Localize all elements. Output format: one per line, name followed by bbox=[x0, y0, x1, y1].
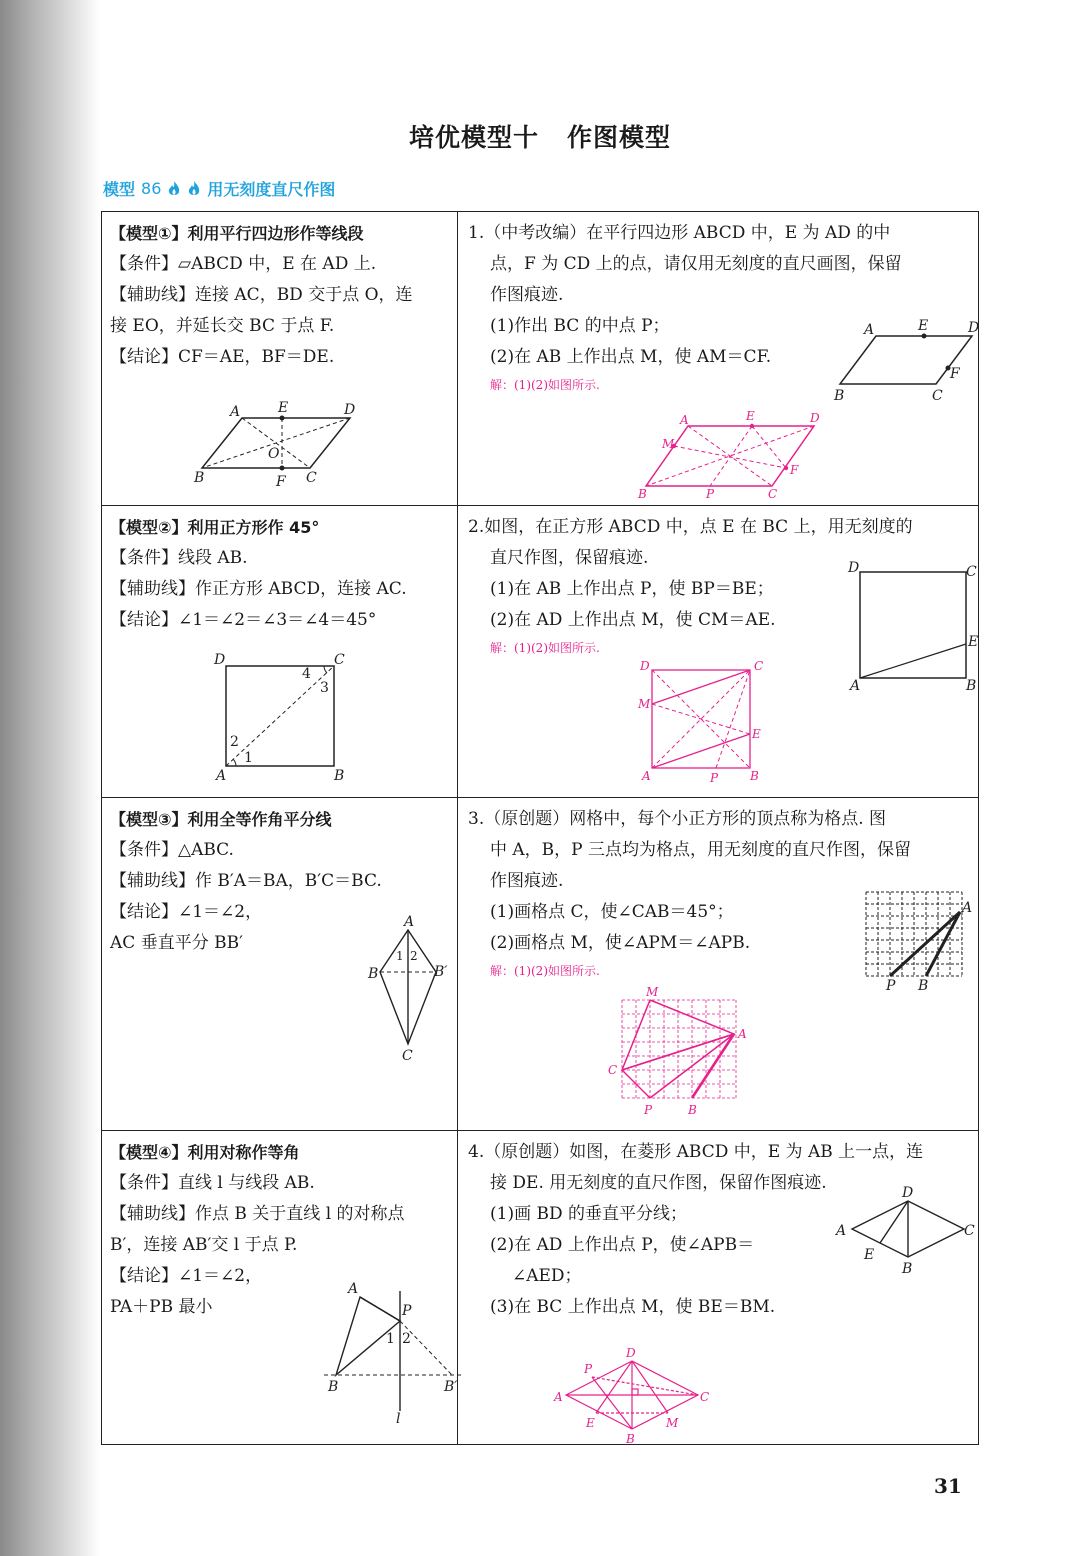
label: E bbox=[918, 318, 929, 334]
question-1-solution-figure bbox=[638, 409, 830, 501]
label: B bbox=[834, 388, 845, 404]
question-1-part-1: (1)作出 BC 的中点 P； bbox=[490, 316, 670, 336]
question-4-part-3: (3)在 BC 上作出点 M，使 BE＝BM. bbox=[490, 1297, 776, 1317]
label: 4 bbox=[302, 666, 311, 682]
label: D bbox=[848, 560, 860, 576]
label: B bbox=[902, 1261, 913, 1277]
model-2-aux-line: 【辅助线】作正方形 ABCD，连接 AC. bbox=[110, 579, 407, 599]
question-2-solution: 解：(1)(2)如图所示. bbox=[490, 641, 600, 655]
fire-icon bbox=[167, 180, 181, 198]
question-3-figure bbox=[860, 886, 980, 1006]
label: P bbox=[584, 1362, 593, 1376]
model-1-cell bbox=[102, 212, 458, 506]
model-1-aux-line-cont: 接 EO，并延长交 BC 于点 F. bbox=[110, 316, 335, 336]
label: E bbox=[746, 409, 755, 423]
label: B bbox=[918, 978, 929, 994]
label: B bbox=[194, 470, 205, 486]
label: P bbox=[886, 978, 896, 994]
label: l bbox=[396, 1411, 401, 1427]
label: B′ bbox=[434, 964, 448, 980]
model-3-cell bbox=[102, 798, 458, 1131]
label: B bbox=[626, 1432, 635, 1446]
label: A bbox=[404, 914, 415, 930]
model-header bbox=[103, 177, 335, 200]
label: O bbox=[268, 446, 280, 462]
model-4-conclusion: 【结论】∠1＝∠2， bbox=[110, 1266, 263, 1286]
label: 1 bbox=[386, 1331, 395, 1347]
label: C bbox=[932, 388, 943, 404]
model-3-aux-line: 【辅助线】作 B′A＝BA，B′C＝BC. bbox=[110, 871, 382, 891]
question-4-cell bbox=[458, 1131, 979, 1445]
question-3-solution: 解：(1)(2)如图所示. bbox=[490, 964, 600, 978]
question-2-part-1: (1)在 AB 上作出点 P，使 BP＝BE； bbox=[490, 579, 774, 599]
label: E bbox=[864, 1247, 875, 1263]
label: 1 bbox=[244, 750, 253, 766]
label: A bbox=[836, 1223, 847, 1239]
question-2-solution-figure bbox=[640, 660, 770, 790]
question-4-solution-figure bbox=[554, 1346, 714, 1446]
model-3-condition: 【条件】△ABC. bbox=[110, 840, 234, 860]
label: M bbox=[638, 697, 651, 711]
label: D bbox=[968, 320, 980, 336]
question-4-part-1: (1)画 BD 的垂直平分线； bbox=[490, 1204, 688, 1224]
model-4-aux-line: 【辅助线】作点 B 关于直线 l 的对称点 bbox=[110, 1204, 405, 1224]
model-3-conclusion: 【结论】∠1＝∠2， bbox=[110, 902, 263, 922]
label: A bbox=[850, 678, 861, 694]
label: C bbox=[334, 652, 345, 668]
label: F bbox=[790, 463, 799, 477]
label: M bbox=[662, 437, 675, 451]
label: A bbox=[962, 900, 973, 916]
label: C bbox=[700, 1390, 710, 1404]
label: D bbox=[214, 652, 226, 668]
label: A bbox=[230, 404, 241, 420]
question-4-figure bbox=[836, 1187, 976, 1277]
model-1-condition: 【条件】▱ABCD 中，E 在 AD 上. bbox=[110, 254, 377, 274]
question-3-cell bbox=[458, 798, 979, 1131]
label: C bbox=[754, 659, 764, 673]
question-4-part-2-cont: ∠AED； bbox=[512, 1266, 582, 1286]
model-1-conclusion: 【结论】CF＝AE，BF＝DE. bbox=[110, 347, 335, 367]
question-4-line-1: 4.（原创题）如图，在菱形 ABCD 中，E 为 AB 上一点，连 bbox=[468, 1142, 924, 1162]
model-2-figure bbox=[212, 652, 352, 786]
question-3-solution-figure bbox=[608, 985, 758, 1122]
label: B bbox=[368, 966, 379, 982]
label: B bbox=[966, 678, 977, 694]
page-number: 31 bbox=[934, 1474, 962, 1498]
question-2-part-2: (2)在 AD 上作出点 M，使 CM＝AE. bbox=[490, 610, 776, 630]
model-1-aux-line: 【辅助线】连接 AC，BD 交于点 O，连 bbox=[110, 285, 413, 305]
label: A bbox=[216, 768, 227, 784]
label: E bbox=[586, 1416, 595, 1430]
label: A bbox=[348, 1281, 359, 1297]
question-4-part-2: (2)在 AD 上作出点 P，使∠APB＝ bbox=[490, 1235, 755, 1255]
label: 1 bbox=[396, 949, 404, 963]
question-1-solution: 解：(1)(2)如图所示. bbox=[490, 378, 600, 392]
label: A bbox=[554, 1390, 563, 1404]
question-2-line-1: 2.如图，在正方形 ABCD 中，点 E 在 BC 上，用无刻度的 bbox=[468, 517, 913, 537]
label: D bbox=[810, 411, 820, 425]
label: B bbox=[638, 487, 647, 501]
question-3-part-2: (2)画格点 M，使∠APM＝∠APB. bbox=[490, 933, 751, 953]
question-1-cell bbox=[458, 212, 979, 506]
page-title: 培优模型十 作图模型 bbox=[408, 123, 672, 152]
model-3-conclusion-cont: AC 垂直平分 BB′ bbox=[110, 933, 243, 953]
label: D bbox=[344, 402, 356, 418]
label: F bbox=[276, 474, 286, 490]
question-3-line-2: 中 A，B，P 三点均为格点，用无刻度的直尺作图，保留 bbox=[490, 840, 912, 860]
label: D bbox=[902, 1185, 914, 1201]
label: 2 bbox=[410, 949, 418, 963]
question-1-line-3: 作图痕迹. bbox=[490, 285, 564, 305]
label: B bbox=[328, 1379, 339, 1395]
model-1-figure bbox=[194, 400, 372, 490]
model-4-condition: 【条件】直线 l 与线段 AB. bbox=[110, 1173, 315, 1193]
question-1-line-1: 1.（中考改编）在平行四边形 ABCD 中，E 为 AD 的中 bbox=[468, 223, 891, 243]
model-4-cell bbox=[102, 1131, 458, 1445]
label: C bbox=[306, 470, 317, 486]
label: A bbox=[864, 322, 875, 338]
label: P bbox=[644, 1103, 653, 1117]
label: P bbox=[402, 1303, 412, 1319]
label: M bbox=[666, 1416, 679, 1430]
label: 3 bbox=[320, 680, 329, 696]
label: E bbox=[968, 634, 979, 650]
label: C bbox=[608, 1063, 618, 1077]
question-2-figure bbox=[846, 560, 979, 694]
label: D bbox=[640, 659, 650, 673]
model-number: 86 bbox=[141, 179, 162, 198]
label: P bbox=[710, 771, 719, 785]
label: C bbox=[966, 564, 977, 580]
model-4-conclusion-cont: PA＋PB 最小 bbox=[110, 1297, 213, 1317]
label: E bbox=[752, 727, 761, 741]
label: B bbox=[688, 1103, 697, 1117]
question-3-part-1: (1)画格点 C，使∠CAB＝45°； bbox=[490, 902, 734, 922]
model-table bbox=[101, 211, 979, 1445]
question-2-cell bbox=[458, 506, 979, 798]
label: E bbox=[278, 400, 289, 416]
book-spine-shadow bbox=[0, 0, 100, 1556]
label: C bbox=[768, 487, 778, 501]
model-3-figure bbox=[364, 914, 454, 1068]
question-3-line-3: 作图痕迹. bbox=[490, 871, 564, 891]
model-4-figure bbox=[324, 1281, 464, 1427]
model-4-heading: 【模型④】利用对称作等角 bbox=[110, 1143, 300, 1162]
model-3-heading: 【模型③】利用全等作角平分线 bbox=[110, 810, 332, 829]
question-3-line-1: 3.（原创题）网格中，每个小正方形的顶点称为格点. 图 bbox=[468, 809, 887, 829]
model-2-conclusion: 【结论】∠1＝∠2＝∠3＝∠4＝45° bbox=[110, 610, 377, 630]
question-1-line-2: 点，F 为 CD 上的点，请仅用无刻度的直尺画图，保留 bbox=[490, 254, 902, 274]
model-2-condition: 【条件】线段 AB. bbox=[110, 548, 248, 568]
label: C bbox=[402, 1048, 413, 1064]
question-2-line-2: 直尺作图，保留痕迹. bbox=[490, 548, 649, 568]
label: 2 bbox=[230, 734, 239, 750]
label: P bbox=[706, 487, 715, 501]
question-1-part-2: (2)在 AB 上作出点 M，使 AM＝CF. bbox=[490, 347, 772, 367]
model-2-cell bbox=[102, 506, 458, 798]
label: B′ bbox=[444, 1379, 458, 1395]
question-1-figure bbox=[834, 318, 980, 404]
model-2-heading: 【模型②】利用正方形作 45° bbox=[110, 518, 320, 537]
label: 2 bbox=[402, 1331, 411, 1347]
model-1-heading: 【模型①】利用平行四边形作等线段 bbox=[110, 224, 364, 243]
label: B bbox=[750, 769, 759, 783]
label: B bbox=[334, 768, 345, 784]
label: A bbox=[680, 413, 689, 427]
label: M bbox=[646, 985, 659, 999]
model-4-aux-line-cont: B′，连接 AB′交 l 于点 P. bbox=[110, 1235, 298, 1255]
label: C bbox=[964, 1223, 975, 1239]
model-label: 模型 bbox=[103, 180, 136, 199]
label: A bbox=[642, 769, 651, 783]
label: D bbox=[626, 1346, 636, 1360]
question-4-line-2: 接 DE. 用无刻度的直尺作图，保留作图痕迹. bbox=[490, 1173, 827, 1193]
model-topic: 用无刻度直尺作图 bbox=[207, 180, 336, 199]
label: A bbox=[738, 1027, 747, 1041]
label: F bbox=[950, 366, 960, 382]
fire-icon bbox=[187, 180, 201, 198]
